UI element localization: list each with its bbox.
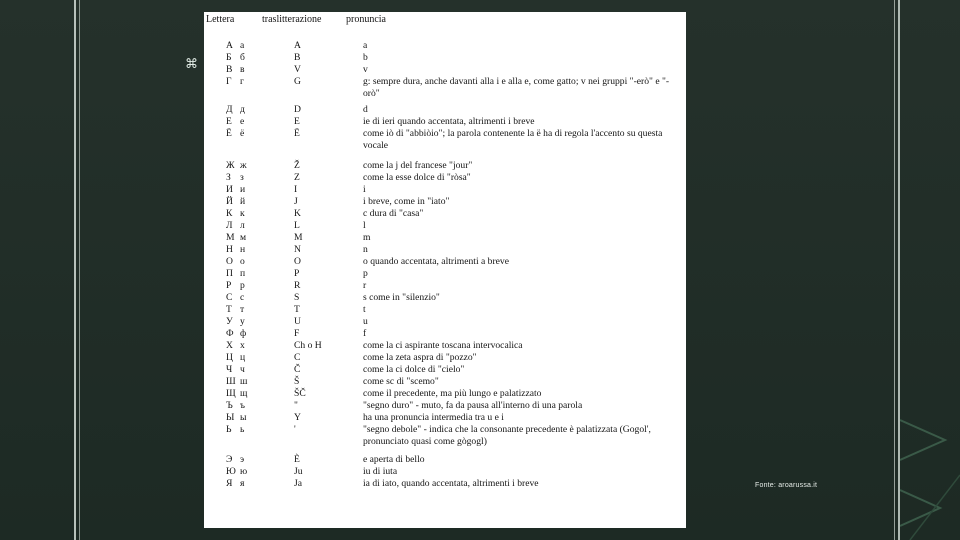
letter-lowercase: г — [240, 76, 244, 87]
letter-uppercase: Ю — [226, 466, 236, 477]
letter-uppercase: Ж — [226, 160, 235, 171]
letter-lowercase: л — [240, 220, 245, 231]
table-row — [204, 352, 686, 364]
letter-lowercase: з — [240, 172, 244, 183]
transliteration: O — [294, 256, 301, 267]
letter-uppercase: Й — [226, 196, 233, 207]
table-row — [204, 328, 686, 340]
letter-uppercase: Ф — [226, 328, 234, 339]
letter-lowercase: ю — [240, 466, 248, 477]
pronunciation: e aperta di bello — [363, 454, 425, 465]
pronunciation: m — [363, 232, 371, 243]
letter-uppercase: Я — [226, 478, 233, 489]
transliteration: R — [294, 280, 301, 291]
pronunciation: ha una pronuncia intermedia tra u e i — [363, 412, 504, 423]
transliteration: " — [294, 400, 298, 411]
letter-lowercase: ф — [240, 328, 247, 339]
transliteration: F — [294, 328, 300, 339]
table-row — [204, 184, 686, 196]
letter-uppercase: Д — [226, 104, 233, 115]
letter-uppercase: Х — [226, 340, 233, 351]
transliteration: Y — [294, 412, 301, 423]
letter-lowercase: р — [240, 280, 245, 291]
left-border-line — [74, 0, 76, 540]
pronunciation: n — [363, 244, 368, 255]
table-row — [204, 244, 686, 256]
letter-uppercase: Е — [226, 116, 232, 127]
transliteration: N — [294, 244, 301, 255]
table-row — [204, 232, 686, 244]
letter-uppercase: Н — [226, 244, 233, 255]
transliteration: U — [294, 316, 301, 327]
letter-lowercase: щ — [240, 388, 248, 399]
transliteration: J — [294, 196, 298, 207]
letter-uppercase: Э — [226, 454, 233, 465]
pronunciation: p — [363, 268, 368, 279]
letter-uppercase: И — [226, 184, 233, 195]
table-row — [204, 478, 686, 490]
letter-uppercase: С — [226, 292, 233, 303]
letter-uppercase: Ы — [226, 412, 235, 423]
transliteration: M — [294, 232, 303, 243]
letter-lowercase: е — [240, 116, 245, 127]
transliteration: E — [294, 116, 300, 127]
letter-lowercase: ъ — [240, 400, 245, 411]
pronunciation: l — [363, 220, 366, 231]
transliteration: G — [294, 76, 301, 87]
pronunciation: come la ci aspirante toscana intervocalica — [363, 340, 523, 351]
letter-uppercase: Ё — [226, 128, 232, 139]
source-caption: Fonte: aroarussa.it — [755, 482, 818, 489]
letter-uppercase: М — [226, 232, 235, 243]
letter-lowercase: м — [240, 232, 247, 243]
pronunciation: b — [363, 52, 368, 63]
table-row — [204, 172, 686, 184]
transliteration: S — [294, 292, 300, 303]
table-row — [204, 304, 686, 316]
pronunciation: iu di iuta — [363, 466, 398, 477]
transliteration: ŠČ — [294, 388, 306, 399]
letter-uppercase: К — [226, 208, 233, 219]
transliteration: È — [294, 454, 300, 465]
pronunciation: come la ci dolce di "cielo" — [363, 364, 465, 375]
table-row — [204, 292, 686, 304]
letter-lowercase: с — [240, 292, 245, 303]
letter-lowercase: ь — [240, 424, 245, 435]
letter-lowercase: д — [240, 104, 245, 115]
pronunciation: come la j del francese "jour" — [363, 160, 473, 171]
letter-uppercase: Ь — [226, 424, 232, 435]
table-row — [204, 376, 686, 388]
table-row — [204, 454, 686, 466]
pronunciation: f — [363, 328, 367, 339]
pronunciation: come la esse dolce di "ròsa" — [363, 172, 471, 183]
letter-lowercase: х — [240, 340, 245, 351]
pronunciation: come il precedente, ma più lungo e palatizzato — [363, 388, 542, 399]
pronunciation: i breve, come in "iato" — [363, 196, 450, 207]
right-border-line-thin — [894, 0, 895, 540]
letter-uppercase: Щ — [226, 388, 236, 399]
pronunciation: r — [363, 280, 367, 291]
left-border-line-thin — [79, 0, 80, 540]
pronunciation: come iò di "abbiòio"; la parola contenente la ë ha di regola l'accento su questa vocale — [363, 128, 663, 151]
decorative-chevron-lines — [900, 380, 960, 540]
table-row — [204, 196, 686, 208]
letter-uppercase: З — [226, 172, 231, 183]
table-row — [204, 316, 686, 328]
letter-lowercase: и — [240, 184, 246, 195]
pronunciation: t — [363, 304, 366, 315]
table-row — [204, 280, 686, 292]
letter-lowercase: ж — [240, 160, 247, 171]
table-row — [204, 388, 686, 400]
pronunciation: come sc di "scemo" — [363, 376, 439, 387]
table-row — [204, 64, 686, 76]
pronunciation: i — [363, 184, 366, 195]
transliteration: P — [294, 268, 300, 279]
header-lettera: Lettera — [206, 14, 235, 25]
letter-uppercase: Г — [226, 76, 232, 87]
table-row — [204, 116, 686, 128]
table-row — [204, 364, 686, 376]
transliteration: Ž — [294, 160, 300, 171]
table-row — [204, 400, 686, 412]
transliteration: D — [294, 104, 301, 115]
transliteration: Ja — [294, 478, 302, 489]
pronunciation: o quando accentata, altrimenti a breve — [363, 256, 509, 267]
transliteration: V — [294, 64, 301, 75]
letter-lowercase: а — [240, 40, 245, 51]
transliteration: A — [294, 40, 301, 51]
pronunciation: u — [363, 316, 368, 327]
letter-lowercase: э — [240, 454, 245, 465]
letter-lowercase: н — [240, 244, 246, 255]
letter-lowercase: ч — [240, 364, 245, 375]
pronunciation: ie di ieri quando accentata, altrimenti i breve — [363, 116, 535, 127]
transliteration: Ch o H — [294, 340, 322, 351]
letter-lowercase: й — [240, 196, 246, 207]
pronunciation: ia di iato, quando accentata, altrimenti i breve — [363, 478, 539, 489]
letter-lowercase: о — [240, 256, 245, 267]
transliteration: ' — [294, 424, 296, 435]
command-icon: ⌘ — [185, 57, 198, 72]
table-row — [204, 128, 686, 151]
table-row — [204, 256, 686, 268]
transliteration: Ju — [294, 466, 303, 477]
table-row — [204, 412, 686, 424]
letter-lowercase: ы — [240, 412, 247, 423]
letter-uppercase: П — [226, 268, 233, 279]
letter-lowercase: я — [240, 478, 245, 489]
header-traslitterazione: traslitterazione — [262, 14, 322, 25]
pronunciation: c dura di "casa" — [363, 208, 424, 219]
letter-uppercase: О — [226, 256, 233, 267]
pronunciation: a — [363, 40, 368, 51]
letter-uppercase: Р — [226, 280, 232, 291]
pronunciation: come la zeta aspra di "pozzo" — [363, 352, 477, 363]
table-row — [204, 76, 686, 99]
letter-lowercase: ё — [240, 128, 245, 139]
letter-uppercase: Л — [226, 220, 233, 231]
table-row — [204, 466, 686, 478]
pronunciation: "segno duro" - muto, fa da pausa all'interno di una parola — [363, 400, 583, 411]
letter-uppercase: Ъ — [226, 400, 233, 411]
pronunciation: v — [363, 64, 368, 75]
table-row — [204, 104, 686, 116]
transliteration: K — [294, 208, 301, 219]
table-row — [204, 40, 686, 52]
table-row — [204, 160, 686, 172]
pronunciation: g: sempre dura, anche davanti alla i e alla e, come gatto; v nei gruppi "-erò" e "-orò" — [363, 76, 670, 99]
table-row — [204, 424, 686, 447]
letter-lowercase: в — [240, 64, 245, 75]
table-row — [204, 52, 686, 64]
letter-uppercase: Ш — [226, 376, 236, 387]
table-row — [204, 208, 686, 220]
transliteration: L — [294, 220, 300, 231]
letter-lowercase: п — [240, 268, 246, 279]
table-row — [204, 220, 686, 232]
letter-lowercase: ц — [240, 352, 246, 363]
letter-lowercase: у — [240, 316, 245, 327]
transliteration: Č — [294, 364, 301, 375]
transliteration: C — [294, 352, 301, 363]
letter-uppercase: У — [226, 316, 233, 327]
letter-lowercase: б — [240, 52, 245, 63]
transliteration: T — [294, 304, 300, 315]
letter-uppercase: В — [226, 64, 233, 75]
pronunciation: d — [363, 104, 368, 115]
header-pronuncia: pronuncia — [346, 14, 386, 25]
letter-lowercase: т — [240, 304, 245, 315]
table-row — [204, 340, 686, 352]
alphabet-table-image — [204, 12, 686, 528]
pronunciation: "segno debole" - indica che la consonante precedente è palatizzata (Gogol', pronunciato quasi come gògogl) — [363, 424, 651, 447]
transliteration: I — [294, 184, 298, 195]
transliteration: B — [294, 52, 301, 63]
pronunciation: s come in "silenzio" — [363, 292, 440, 303]
letter-uppercase: Б — [226, 52, 232, 63]
letter-lowercase: ш — [240, 376, 248, 387]
letter-uppercase: Т — [226, 304, 232, 315]
letter-lowercase: к — [240, 208, 245, 219]
letter-uppercase: Ц — [226, 352, 233, 363]
transliteration: Š — [294, 376, 300, 387]
letter-uppercase: А — [226, 40, 233, 51]
transliteration: Ë — [294, 128, 300, 139]
table-row — [204, 268, 686, 280]
letter-uppercase: Ч — [226, 364, 233, 375]
transliteration: Z — [294, 172, 300, 183]
